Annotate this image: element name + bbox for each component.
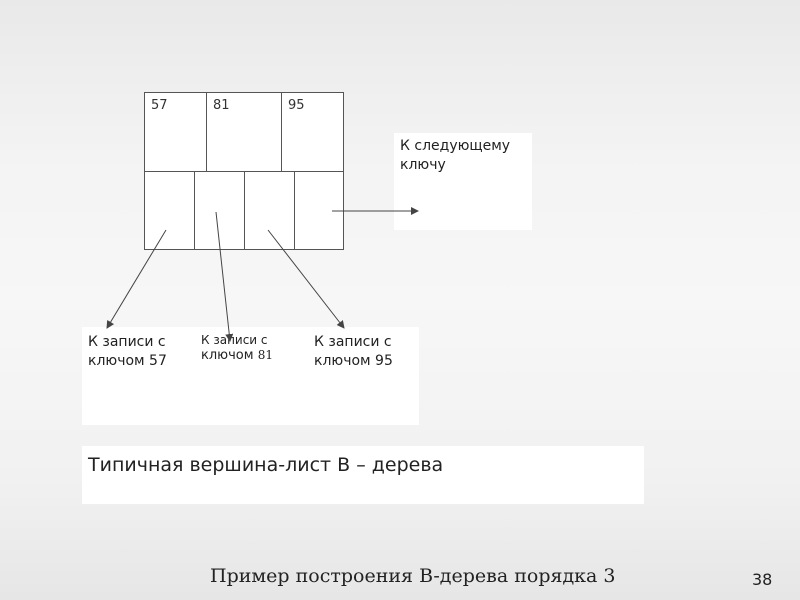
node-key-81: 81 xyxy=(213,98,230,113)
record-81-line1: К записи с xyxy=(201,333,268,347)
node-key-95: 95 xyxy=(288,98,305,113)
caption-text: Типичная вершина-лист B – дерева xyxy=(88,454,444,476)
page-number xyxy=(752,570,792,589)
record-95-line1: К записи с xyxy=(314,334,392,350)
record-95-line2: ключом 95 xyxy=(314,353,393,369)
record-81-line2-number: 81 xyxy=(257,348,273,362)
record-57-line1: К записи с xyxy=(88,334,166,350)
slide-footer-title xyxy=(210,565,630,587)
page-number-text: 38 xyxy=(752,570,773,589)
footer-text: Пример построения B-дерева порядка 3 xyxy=(210,565,616,587)
node-key-57: 57 xyxy=(151,98,168,113)
arrow-to-record-81 xyxy=(216,212,230,341)
next-key-line1: К следующему xyxy=(400,138,511,154)
arrow-to-record-95 xyxy=(268,230,344,328)
record-81-line2-word: ключом xyxy=(201,348,254,363)
next-key-line2: ключу xyxy=(400,157,446,173)
arrow-to-record-57 xyxy=(107,230,166,328)
record-57-line2: ключом 57 xyxy=(88,353,167,369)
